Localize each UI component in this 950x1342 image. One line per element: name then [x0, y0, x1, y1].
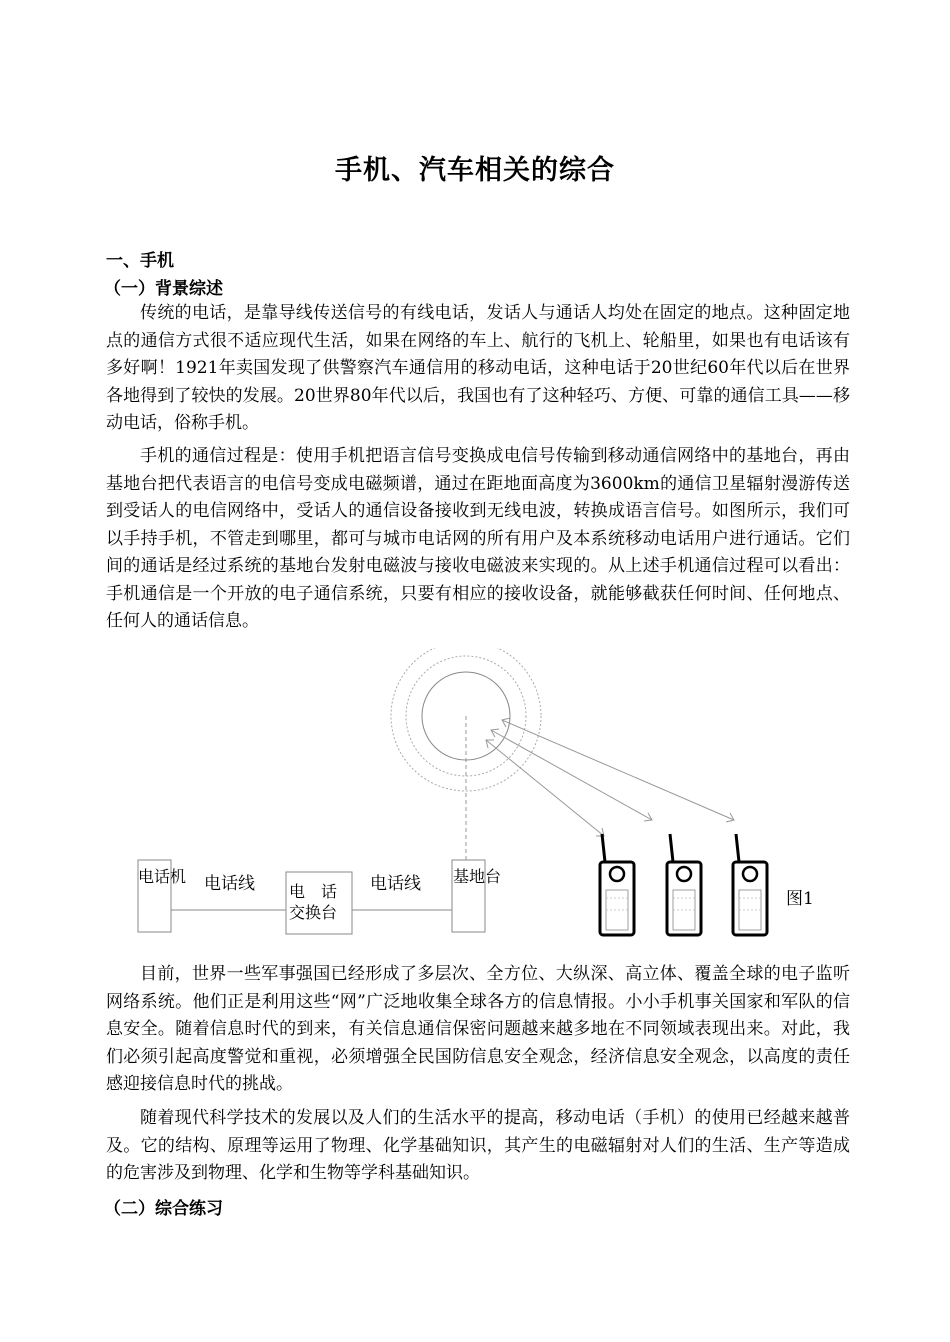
diagram-graphics: [106, 648, 850, 954]
paragraph-4: 随着现代科学技术的发展以及人们的生活水平的提高，移动电话（手机）的使用已经越来越普及。它的结构、原理等运用了物理、化学基础知识，其产生的电磁辐射对人们的生活、生产等造成的危害涉及到物理、化学和生物等学科基础知识。: [106, 1108, 850, 1183]
exchange-label-line1: 电 话: [289, 882, 338, 901]
figure-caption: 图1: [786, 889, 814, 909]
section-heading-phone: 一、手机: [106, 251, 174, 271]
telephone-label: 电话机: [138, 867, 187, 886]
paragraph-1: 传统的电话，是靠导线传送信号的有线电话，发话人与通话人均处在固定的地点。这种固定地点的通信方式很不适应现代生活，如果在网络的车上、航行的飞机上、轮船里，如果也有电话该有多好啊！1921年卖国发现了供警察汽车通信用的移动电话，这种电话于20世纪60年代以后在世界各地得到了较快的发展。20世界80年代以后，我国也有了这种轻巧、方便、可靠的通信工具——移动电话，俗称手机。: [106, 303, 850, 433]
paragraph-2: 手机的通信过程是：使用手机把语言信号变换成电信号传输到移动通信网络中的基地台，再由基地台把代表语言的电信号变成电磁频谱，通过在距地面高度为3600km的通信卫星辐射漫游传送到受话人的电信网络中，受话人的通信设备接收到无线电波，转换成语言信号。如图所示，我们可以手持手机，不管走到哪里，都可与城市电话网的所有用户及本系统移动电话用户进行通话。它们间的通话是经过系统的基地台发射电磁波与接收电磁波来实现的。从上述手机通信过程可以看出：手机通信是一个开放的电子通信系统，只要有相应的接收设备，就能够截获任何时间、任何地点、任何人的通话信息。: [106, 446, 850, 631]
base-station-label: 基地台: [453, 867, 502, 886]
mobile-phone-icon: [667, 834, 701, 935]
subsection-heading-exercises: （二）综合练习: [104, 1199, 223, 1219]
mobile-phone-icon: [600, 834, 634, 935]
figure-1-diagram: [106, 648, 850, 954]
phone-line-label-1: 电话线: [204, 874, 255, 894]
exchange-label-line2: 交换台: [289, 903, 338, 922]
mobile-phone-icon: [733, 834, 767, 935]
subsection-heading-background: （一）背景综述: [104, 279, 223, 299]
radio-link-arrows: [486, 718, 734, 836]
paragraph-3: 目前，世界一些军事强国已经形成了多层次、全方位、大纵深、高立体、覆盖全球的电子监听网络系统。他们正是利用这些“网”广泛地收集全球各方的信息情报。小小手机事关国家和军队的信息安全。随着信息时代的到来，有关信息通信保密问题越来越多地在不同领域表现出来。对此，我们必须引起高度警觉和重视，必须增强全民国防信息安全观念，经济信息安全观念，以高度的责任感迎接信息时代的挑战。: [106, 964, 850, 1094]
page-title: 手机、汽车相关的综合: [335, 155, 615, 186]
phone-line-label-2: 电话线: [370, 874, 421, 894]
